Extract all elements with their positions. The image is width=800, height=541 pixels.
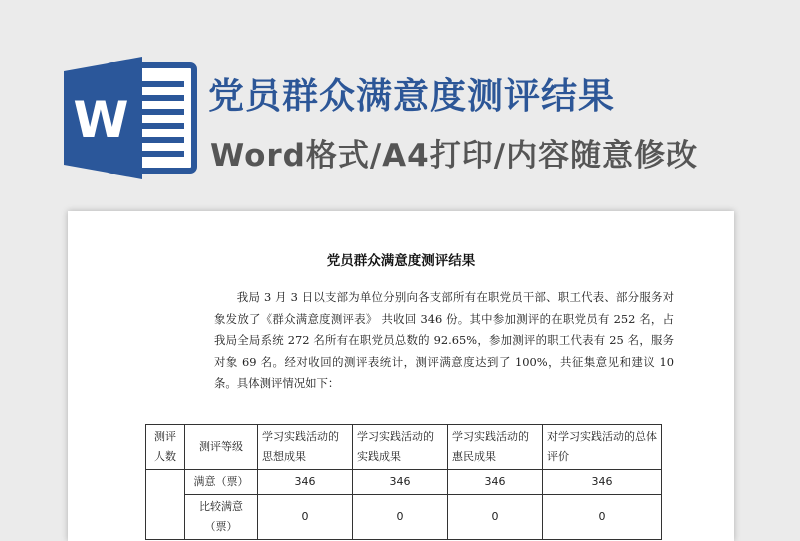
value-cell: 346: [448, 470, 543, 495]
page-subtitle: Word格式/A4打印/内容随意修改: [210, 138, 699, 174]
table-row: [146, 470, 662, 495]
results-table: [145, 424, 662, 540]
word-logo-icon: [62, 57, 200, 179]
document-title: 党员群众满意度测评结果: [326, 253, 476, 269]
level-cell: 满意（票）: [185, 470, 258, 495]
header-cell: 测评等级: [185, 425, 258, 470]
value-cell: 346: [353, 470, 448, 495]
table-row: [146, 495, 662, 540]
level-cell: 比较满意（票）: [185, 495, 258, 540]
header-cell: 测评人数: [146, 425, 185, 470]
svg-text:W: W: [73, 91, 129, 149]
value-cell: 0: [448, 495, 543, 540]
value-cell: 346: [543, 470, 662, 495]
count-cell: [146, 470, 185, 540]
intro-paragraph: 我局 3 月 3 日以支部为单位分别向各支部所有在职党员干部、职工代表、部分服务对象发放了《群众满意度测评表》 共收回 346 份。其中参加测评的在职党员有 252 名，占我局全局系统 272 名所有在职党员总数的 92.65%，参加测评的职工代表有 25 名，服务对象 69 名。经对收回的测评表统计，测评满意度达到了 100%，共征集意见和建议 10条。具体测评情况如下：: [214, 290, 674, 390]
value-cell: 0: [543, 495, 662, 540]
header-cell: 学习实践活动的思想成果: [258, 425, 353, 470]
banner: [0, 0, 800, 205]
value-cell: 0: [353, 495, 448, 540]
header-cell: 对学习实践活动的总体评价: [543, 425, 662, 470]
header-cell: 学习实践活动的惠民成果: [448, 425, 543, 470]
header-cell: 学习实践活动的实践成果: [353, 425, 448, 470]
value-cell: 346: [258, 470, 353, 495]
value-cell: 0: [258, 495, 353, 540]
page-title: 党员群众满意度测评结果: [208, 76, 616, 117]
document-page: [68, 211, 734, 541]
table-header-row: [146, 425, 662, 470]
